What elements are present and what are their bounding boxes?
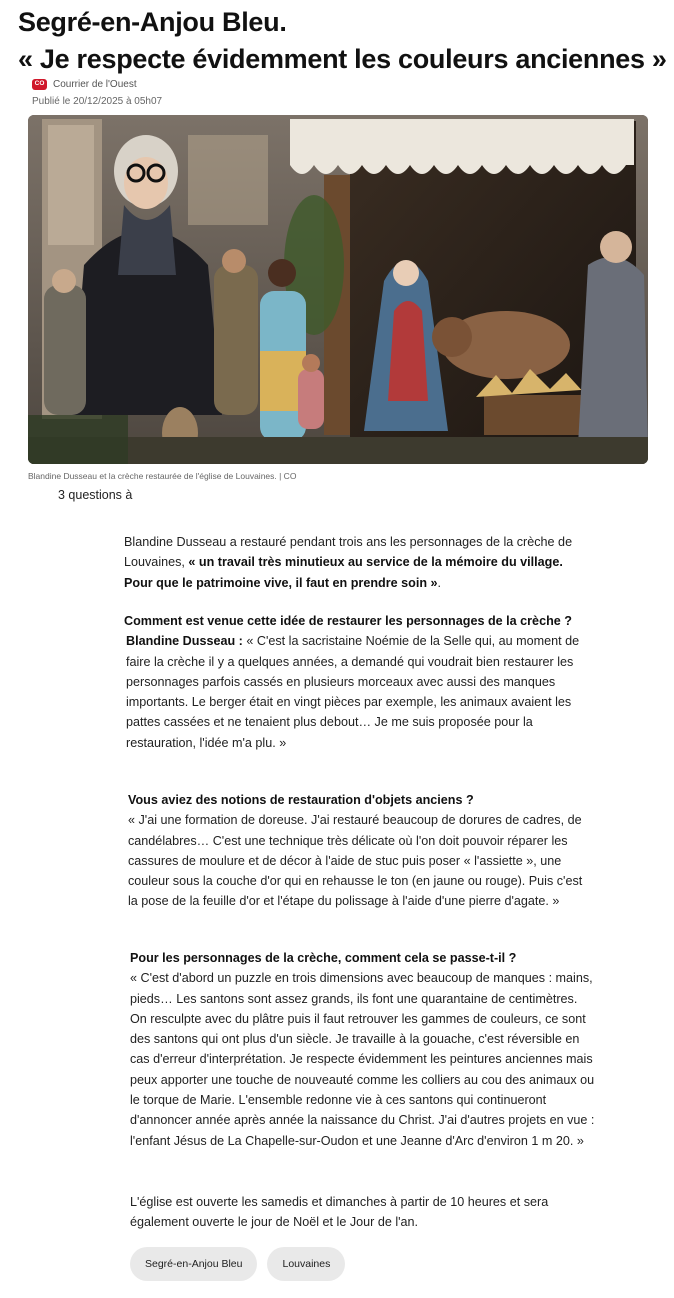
article-photo[interactable]	[28, 115, 648, 464]
photo-caption: Blandine Dusseau et la crèche restaurée de l'église de Louvaines. | CO	[28, 471, 297, 481]
publication-date: Publié le 20/12/2025 à 05h07	[32, 96, 163, 107]
tag-louvaines[interactable]: Louvaines	[267, 1247, 345, 1281]
nativity-scene-image	[28, 115, 648, 464]
article-intro	[124, 532, 594, 593]
question-2	[128, 790, 584, 912]
courrier-logo-icon: CO	[32, 79, 47, 90]
title-line-1: Segré-en-Anjou Bleu.	[18, 7, 287, 37]
intro-end: .	[437, 575, 442, 590]
answer-3-text: « C'est d'abord un puzzle en trois dimensions avec beaucoup de manques : mains, pieds… Les santons sont assez grands, ils font une quarantaine de centimètres. On resculpte avec du plâtre puis il faut retrouver les gammes de couleurs, ce sont des santons qui ont plus d'un siècle. Je travaille à la gouache, c'est réversible en cas d'erreur d'interprétation. Je respecte évidemment les peintures anciennes mais peux apporter une touche de nouveauté comme les colliers au cou des animaux ou le torque de Marie. L'ensemble redonne vie à ces santons qui continueront d'annoncer année après année la naissance du Christ. J'ai d'autres projets en vue : l'enfant Jésus de La Chapelle-sur-Oudon et une Jeanne d'Arc d'environ 1 m 20. »	[130, 971, 595, 1148]
answer-1	[124, 631, 584, 753]
questions-label: 3 questions à	[58, 488, 133, 502]
question-3	[130, 948, 596, 1151]
question-1	[124, 611, 584, 753]
speaker-name: Blandine Dusseau :	[126, 634, 243, 649]
title-line-2: « Je respecte évidemment les couleurs anciennes »	[18, 44, 667, 74]
answer-1-text: « C'est la sacristaine Noémie de la Selle qui, au moment de faire la crèche il y a quelques années, a demandé qui voudrait bien restaurer les personnages parfois cassés en plusieurs morceaux avec aussi des manques importants. Le berger était en vingt pièces par exemple, les animaux avaient les pattes cassées et ne tenaient plus debout… Je me suis proposée pour la restauration, l'idée m'a plu. »	[126, 634, 580, 750]
question-2-title: Vous aviez des notions de restauration d'objets anciens ?	[128, 793, 474, 807]
intro-text: Blandine Dusseau a restauré pendant trois ans les personnages de la crèche de Louvaines,	[124, 535, 573, 570]
question-1-title: Comment est venue cette idée de restaurer les personnages de la crèche ?	[124, 614, 572, 628]
question-3-title: Pour les personnages de la crèche, comment cela se passe-t-il ?	[130, 951, 517, 965]
closing-paragraph: L'église est ouverte les samedis et dimanches à partir de 10 heures et sera également ouverte le jour de Noël et le Jour de l'an.	[130, 1195, 549, 1230]
article-title	[18, 4, 668, 78]
tag-segre-en-anjou-bleu[interactable]: Segré-en-Anjou Bleu	[130, 1247, 257, 1281]
tag-list	[130, 1247, 345, 1281]
intro-quote: « un travail très minutieux au service de la mémoire du village. Pour que le patrimoine vive, il faut en prendre soin »	[124, 555, 563, 590]
answer-2-text: « J'ai une formation de doreuse. J'ai restauré beaucoup de dorures de cadres, de candélabres… C'est une technique très délicate où l'on doit pouvoir réparer les cassures de moulure et de décor à l'aide de stuc puis poser « l'assiette », une couleur sous la couche d'or qui en rehausse le ton (en jaune ou rouge). Puis c'est la pose de la feuille d'or et l'étape du polissage à l'aide d'une pierre d'agate. »	[128, 813, 583, 909]
source-name[interactable]: Courrier de l'Ouest	[53, 78, 137, 90]
source-line	[32, 77, 137, 91]
